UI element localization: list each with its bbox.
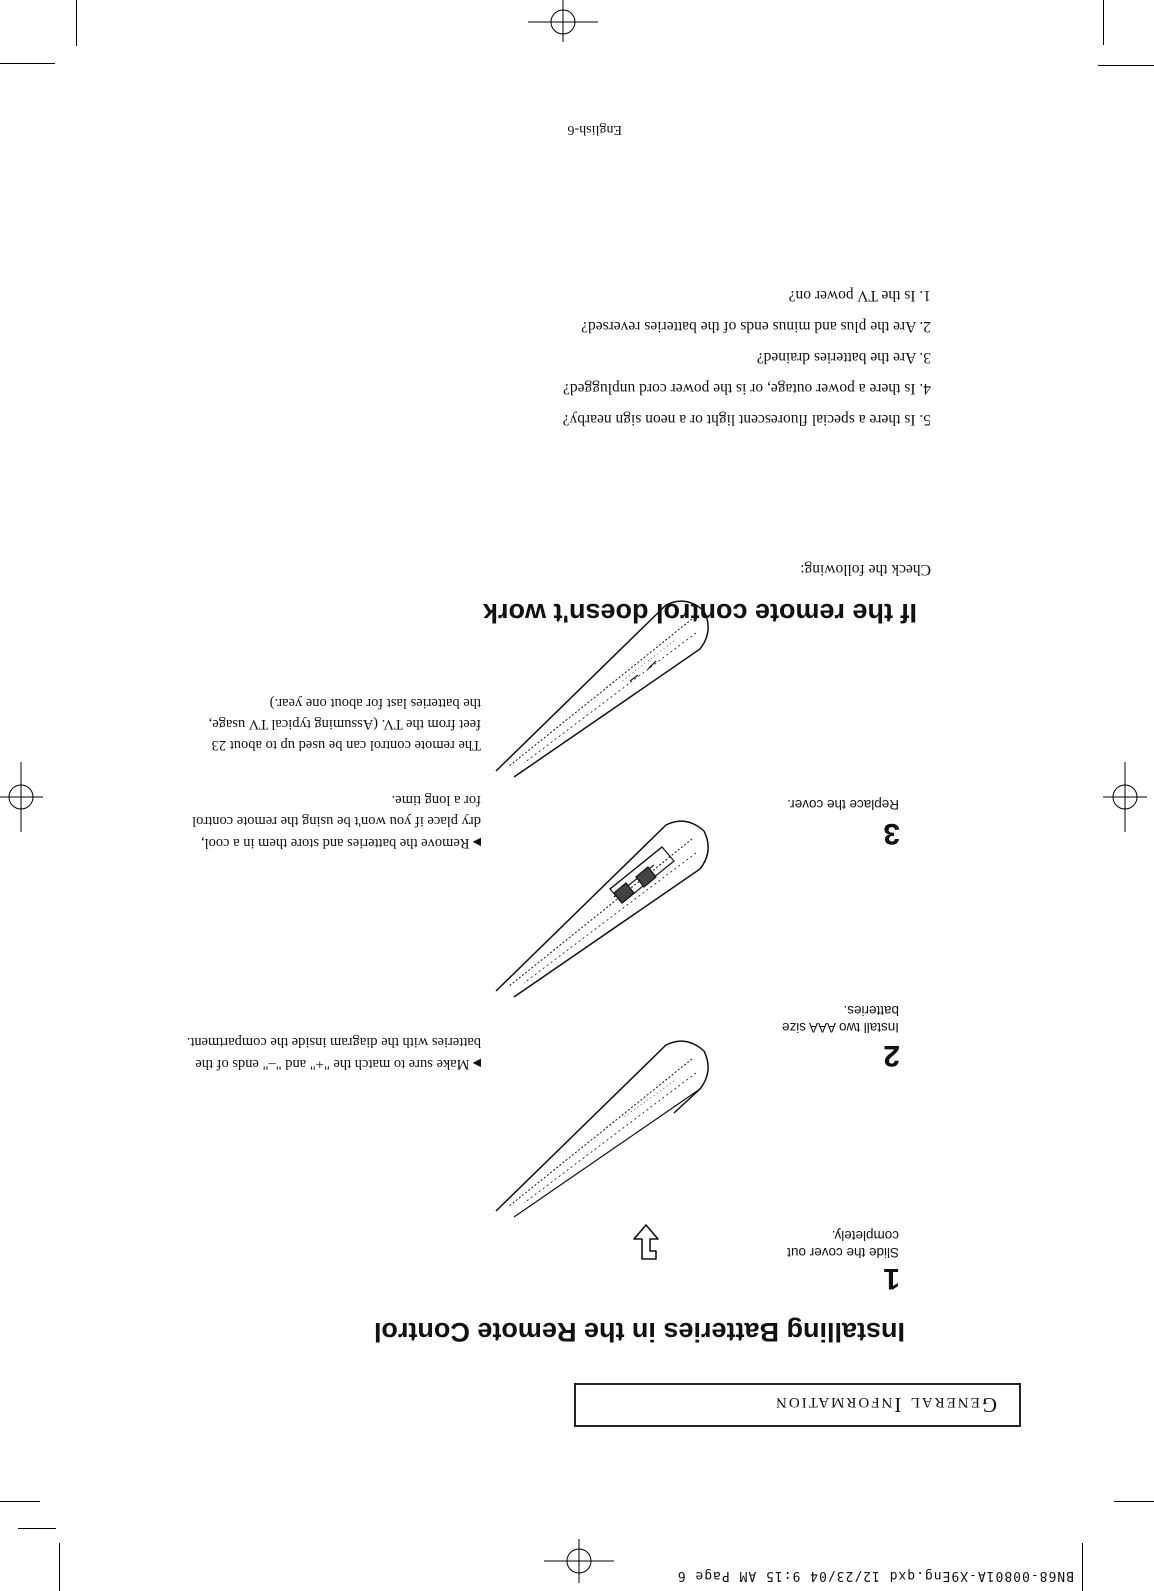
checklist — [563, 280, 931, 435]
step-number-1: 1 — [883, 1262, 900, 1295]
note-text: Remove the batteries and store them in a cool, dry place if you won't be using the remote control for a long time. — [192, 792, 481, 851]
crop-mark — [76, 0, 77, 46]
crop-mark — [1098, 65, 1154, 66]
step-number-2: 2 — [883, 1039, 900, 1072]
section-label-text: General Information — [774, 1393, 997, 1418]
crop-mark — [1114, 1501, 1154, 1502]
note-text: Make sure to match the "+" and "–" ends of the batteries with the diagram inside the compartment. — [186, 1034, 481, 1072]
crop-mark — [0, 63, 55, 64]
step-number-3: 3 — [883, 817, 900, 850]
checklist-intro: Check the following: — [800, 561, 931, 578]
step-text-2: Install two AAA size batteries. — [781, 1003, 899, 1035]
checklist-item: 4. Is there a power outage, or is the power cord unplugged? — [562, 380, 931, 397]
section-label — [574, 1383, 1021, 1427]
checklist-item: 5. Is there a special fluorescent light or a neon sign nearby? — [562, 411, 931, 428]
crop-mark — [18, 1528, 56, 1529]
note-storage — [181, 789, 481, 853]
step-text-3: Replace the cover. — [787, 797, 899, 812]
registration-mark-icon — [1103, 762, 1147, 832]
registration-mark-icon — [0, 762, 43, 832]
print-slug: BN68-00801A-X9Eng.qxd 12/23/04 9:15 AM Page 6 — [676, 1568, 1074, 1583]
bullet-icon: ▶ — [472, 836, 481, 848]
page-footer: English-6 — [567, 122, 622, 137]
remote-cover-open-illustration — [484, 1021, 714, 1221]
step-text-1: Slide the cover out completely. — [787, 1228, 899, 1260]
note-battery-polarity — [181, 1031, 481, 1074]
checklist-item: 2. Are the plus and minus ends of the batteries reversed? — [581, 318, 931, 335]
registration-mark-icon — [528, 0, 598, 42]
crop-mark — [1103, 0, 1104, 45]
page-title: Installing Batteries in the Remote Control — [373, 1317, 905, 1347]
remote-batteries-illustration — [484, 801, 714, 1001]
bullet-icon: ▶ — [472, 1057, 481, 1069]
section-heading-remote-trouble: If the remote control doesn't work — [483, 598, 917, 628]
registration-mark-icon — [544, 1539, 614, 1583]
slide-arrow-icon — [624, 1221, 664, 1265]
note-range: The remote control can be used up to about 23 feet from the TV. (Assuming typical TV usage, the batteries last for about one year.) — [208, 695, 481, 753]
crop-mark — [0, 1501, 40, 1502]
checklist-item: 3. Are the batteries drained? — [756, 349, 931, 366]
crop-mark — [59, 1543, 60, 1591]
checklist-item: 1. Is the TV power on? — [788, 287, 931, 304]
crop-mark — [1082, 1543, 1083, 1591]
